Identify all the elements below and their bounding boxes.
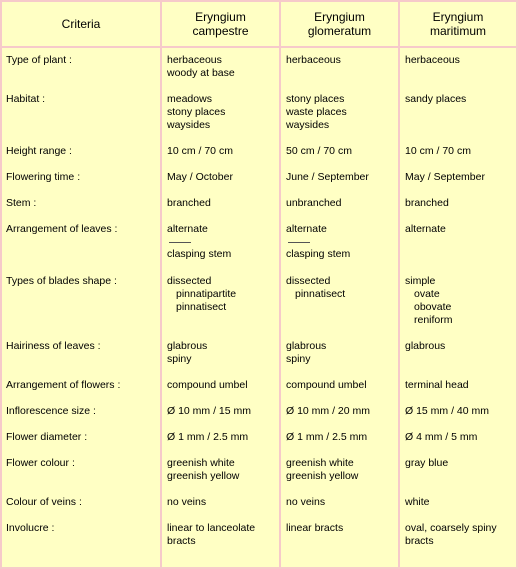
table-cell [167,171,233,184]
cell-line: glabrous [286,340,327,352]
cell-line: May / October [167,171,233,183]
table-cell [405,405,489,418]
cell-line: June / September [286,171,369,183]
cell-line: Ø 1 mm / 2.5 mm [286,431,368,443]
table-cell [286,496,325,509]
cell-line: 10 cm / 70 cm [167,145,233,157]
table-cell [405,431,477,444]
table-cell [286,522,343,535]
table-cell [405,275,453,327]
row-label: Types of blades shape : [6,275,117,287]
table-cell [286,54,341,67]
table-cell [167,340,207,366]
table-cell [405,457,448,470]
row-label: Involucre : [6,522,55,534]
cell-line: dissected [167,275,212,287]
cell-line: unbranched [286,197,342,209]
cell-line: compound umbel [286,379,367,391]
cell-line: bracts [167,535,196,547]
table-cell [167,54,235,80]
cell-line: compound umbel [167,379,248,391]
cell-line: greenish white [286,457,354,469]
header-criteria-label: Criteria [61,17,101,31]
cell-line: glabrous [167,340,208,352]
species-name: maritimum [430,24,486,38]
cell-line: Ø 4 mm / 5 mm [405,431,478,443]
table-cell [167,431,248,444]
cell-line: greenish yellow [167,470,240,482]
table-cell [286,379,367,392]
cell-line: obovate [414,301,452,313]
table-cell [167,275,236,314]
header-species-campestre [162,2,279,46]
cell-line: alternate [405,223,446,235]
cell-line: ovate [414,288,440,300]
cell-line: dissected [286,275,331,287]
cell-line: reniform [414,314,453,326]
table-cell [286,457,358,483]
table-cell [167,223,231,261]
table-cell [405,171,485,184]
cell-line: Ø 1 mm / 2.5 mm [167,431,249,443]
column-divider [398,2,400,567]
table-cell [286,223,350,261]
cell-line: greenish yellow [286,470,359,482]
table-cell [167,405,251,418]
cell-line: Ø 10 mm / 15 mm [167,405,252,417]
cell-line: spiny [286,353,311,365]
table-cell [286,340,326,366]
cell-line: bracts [405,535,434,547]
cell-line: waysides [286,119,330,131]
cell-line: herbaceous [167,54,222,66]
table-cell [286,431,367,444]
cell-line: stony places [286,93,345,105]
cell-line: branched [405,197,449,209]
table-cell [167,197,211,210]
table-cell [405,223,446,236]
species-name: glomeratum [307,24,372,38]
table-cell [286,405,370,418]
row-label: Colour of veins : [6,496,82,508]
cell-line: pinnatisect [176,301,227,313]
cell-line: alternate [167,223,208,235]
table-cell [286,145,352,158]
cell-line: herbaceous [286,54,341,66]
row-label: Flower colour : [6,457,75,469]
divider-dash [288,242,310,243]
cell-line: linear to lanceolate [167,522,256,534]
cell-line: oval, coarsely spiny [405,522,497,534]
row-label: Flower diameter : [6,431,88,443]
table-cell [405,54,460,67]
cell-line: white [405,496,430,508]
row-label: Inflorescence size : [6,405,96,417]
table-cell [167,522,255,548]
cell-line: sandy places [405,93,467,105]
cell-line: Ø 15 mm / 40 mm [405,405,490,417]
cell-line: simple [405,275,436,287]
cell-line: herbaceous [405,54,460,66]
table-cell [167,379,248,392]
table-cell [286,275,345,301]
cell-line: Ø 10 mm / 20 mm [286,405,371,417]
cell-line: no veins [167,496,207,508]
divider-dash [169,242,191,243]
cell-line: spiny [167,353,192,365]
row-label: Arrangement of flowers : [6,379,121,391]
cell-line: linear bracts [286,522,344,534]
species-name: campestre [192,24,249,38]
cell-line: glabrous [405,340,446,352]
table-cell [286,197,341,210]
row-label: Hairiness of leaves : [6,340,101,352]
header-criteria [2,2,160,46]
table-cell [405,496,430,509]
table-cell [167,145,233,158]
row-label: Arrangement of leaves : [6,223,118,235]
row-label: Height range : [6,145,72,157]
table-cell [286,93,347,132]
column-divider [160,2,162,567]
cell-line: clasping stem [167,248,232,260]
header-divider [2,46,516,48]
cell-line: meadows [167,93,212,105]
cell-line: stony places [167,106,226,118]
table-cell [167,93,225,132]
cell-line: terminal head [405,379,469,391]
table-cell [167,496,206,509]
cell-line: woody at base [167,67,235,79]
header-species-glomeratum [281,2,398,46]
cell-line: alternate [286,223,327,235]
table-cell [167,457,239,483]
cell-line: pinnatipartite [176,288,237,300]
cell-line: greenish white [167,457,235,469]
species-genus: Eryngium [195,10,246,24]
table-cell [405,197,449,210]
cell-line: clasping stem [286,248,351,260]
table-cell [405,379,469,392]
cell-line: 10 cm / 70 cm [405,145,471,157]
cell-line: branched [167,197,211,209]
cell-line: pinnatisect [295,288,346,300]
cell-line: gray blue [405,457,449,469]
table-cell [405,340,445,353]
cell-line: 50 cm / 70 cm [286,145,352,157]
header-species-maritimum [400,2,516,46]
cell-line: waste places [286,106,347,118]
cell-line: waysides [167,119,211,131]
row-label: Habitat : [6,93,46,105]
table-cell [405,93,466,106]
row-label: Type of plant : [6,54,72,66]
table-cell [286,171,369,184]
species-genus: Eryngium [314,10,365,24]
table-cell [405,145,471,158]
cell-line: May / September [405,171,485,183]
row-label: Stem : [6,197,37,209]
table-cell [405,522,497,548]
cell-line: no veins [286,496,326,508]
column-divider [279,2,281,567]
row-label: Flowering time : [6,171,81,183]
species-genus: Eryngium [432,10,484,24]
